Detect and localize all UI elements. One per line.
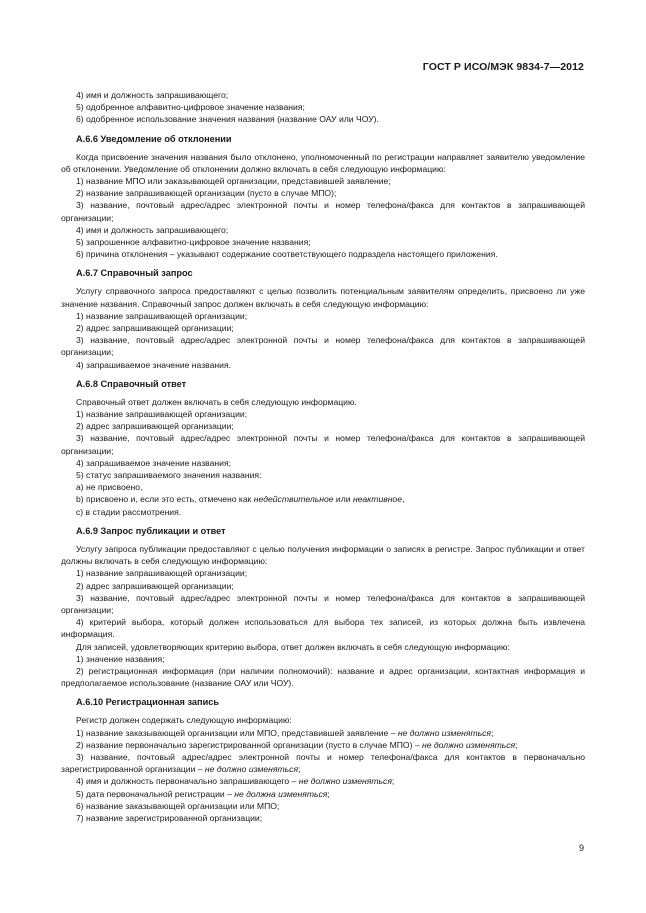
emphasis: не должна изменяться	[234, 788, 328, 799]
list-item	[61, 775, 585, 787]
list-item: 4) критерий выбора, который должен использоваться для выбора тех записей, из которых должна быть извлечена информация.	[61, 617, 585, 640]
list-item: 1) значение названия;	[76, 653, 165, 664]
paragraph: Регистр должен содержать следующую информацию:	[76, 715, 292, 726]
item-text: или	[333, 494, 353, 505]
emphasis: не должно изменяться	[397, 727, 492, 738]
item-text: 2) название первоначально зарегистрированной организации (пусто в случае МПО) –	[76, 739, 423, 750]
page-number: 9	[578, 843, 584, 853]
list-item: 4) запрашиваемое значение названия.	[76, 359, 231, 370]
paragraph: Услугу запроса публикации предоставляют с целью получения информации о записях в регистре. Запрос публикации и ответ должны включать в себя следующую информацию:	[61, 543, 585, 567]
paragraph: Когда присвоение значения названия было отклонено, уполномоченный по регистрации направляет заявителю уведомление об отклонении. Уведомление об отклонении должно включать в себя следующую информацию:	[61, 151, 585, 174]
paragraph: Для записей, удовлетворяющих критерию выбора, ответ должен включать в себя следующую информацию:	[76, 641, 510, 652]
list-item: 3) название, почтовый адрес/адрес электронной почты и номер телефона/факса для контактов в запрашивающей организации;	[61, 335, 585, 358]
list-item: 5) запрошенное алфавитно-цифровое значение названия;	[76, 237, 311, 248]
list-item: 3) название, почтовый адрес/адрес электронной почты и номер телефона/факса для контактов в запрашивающей организации;	[61, 200, 585, 223]
list-item: 1) название запрашивающей организации;	[76, 409, 248, 420]
list-item: 5) статус запрашиваемого значения названия:	[76, 470, 262, 481]
list-item: 2) название запрашивающей организации (пусто в случае МПО);	[76, 188, 337, 199]
list-item: 6) название заказывающей организации или МПО;	[76, 800, 280, 811]
list-item: 3) название, почтовый адрес/адрес электронной почты и номер телефона/факса для контактов в запрашивающей организации;	[61, 433, 585, 456]
section-heading-a69: А.6.9 Запрос публикации и ответ	[76, 525, 226, 536]
paragraph: Справочный ответ должен включать в себя следующую информацию.	[76, 396, 357, 407]
list-item: 4) имя и должность запрашивающего;	[76, 90, 229, 100]
item-text: ;	[298, 764, 301, 775]
item-text: ;	[391, 776, 395, 787]
item-text: 1) название заказывающей организации или МПО, представившей заявление –	[76, 727, 398, 738]
list-item: 4) имя и должность запрашивающего;	[76, 224, 229, 235]
list-item	[61, 751, 585, 775]
section-heading-a68: А.6.8 Справочный ответ	[76, 378, 187, 389]
list-item: 2) регистрационная информация (при наличии полномочий): название и адрес организации, контактная информация и предполагаемое использование (название ОАУ или ЧОУ).	[61, 665, 585, 689]
document-body	[61, 89, 585, 824]
section-heading-a66: А.6.6 Уведомление об отклонении	[76, 133, 232, 144]
list-item	[61, 788, 585, 800]
list-item: a) не присвоено,	[76, 482, 143, 493]
item-text: ;	[491, 727, 494, 738]
list-item: 2) адрес запрашивающей организации;	[76, 421, 234, 432]
list-item: 6) причина отклонения – указывают содержание соответствующего подраздела настоящего приложения.	[76, 249, 498, 260]
list-item: 2) адрес запрашивающей организации;	[76, 323, 234, 334]
document-header: ГОСТ Р ИСО/МЭК 9834-7—2012	[422, 61, 584, 73]
paragraph: Услугу справочного запроса предоставляют с целью позволить потенциальным заявителям определить, присвоено ли уже значение названия. Справочный запрос должен включать в себя следующую информацию:	[61, 286, 585, 309]
item-text: ;	[327, 788, 330, 799]
list-item	[61, 739, 585, 751]
item-text: 3) название, почтовый адрес/адрес электронной почты и номер телефона/факса для контактов в первоначально зарегистрированной организации –	[61, 751, 585, 775]
list-item: 1) название МПО или заказывающей организации, представившей заявление;	[76, 176, 391, 187]
list-item: 4) запрашиваемое значение названия;	[76, 457, 231, 468]
list-item: 7) название зарегистрированной организации;	[76, 812, 263, 823]
list-item: 5) одобренное алфавитно-цифровое значение названия;	[76, 102, 305, 113]
section-heading-a610: А.6.10 Регистрационная запись	[76, 697, 219, 708]
list-item: 2) адрес запрашивающей организации;	[76, 580, 234, 591]
item-text: ,	[402, 494, 405, 505]
section-heading-a67: А.6.7 Справочный запрос	[76, 268, 193, 279]
item-text: 5) дата первоначальной регистрации –	[76, 788, 235, 799]
emphasis: недействительное	[253, 494, 334, 505]
list-item: 1) название запрашивающей организации;	[76, 568, 248, 579]
list-item: c) в стадии рассмотрения.	[76, 506, 182, 517]
list-item	[61, 727, 585, 739]
emphasis: не должно изменяться	[298, 776, 392, 787]
item-text: b) присвоено и, если это есть, отмечено как	[76, 494, 254, 505]
item-text: 4) имя и должность первоначально запрашивающего –	[76, 776, 299, 787]
list-item: 1) название запрашивающей организации;	[76, 310, 248, 321]
list-item: 6) одобренное использование значения названия (название ОАУ или ЧОУ).	[76, 114, 379, 125]
emphasis: не должно изменяться	[204, 764, 299, 775]
item-text: ;	[515, 739, 518, 750]
list-item: 3) название, почтовый адрес/адрес электронной почты и номер телефона/факса для контактов в запрашивающей организации;	[61, 592, 585, 615]
emphasis: не должно изменяться	[422, 739, 516, 750]
emphasis: неактивное	[352, 494, 402, 505]
list-item	[61, 493, 585, 505]
